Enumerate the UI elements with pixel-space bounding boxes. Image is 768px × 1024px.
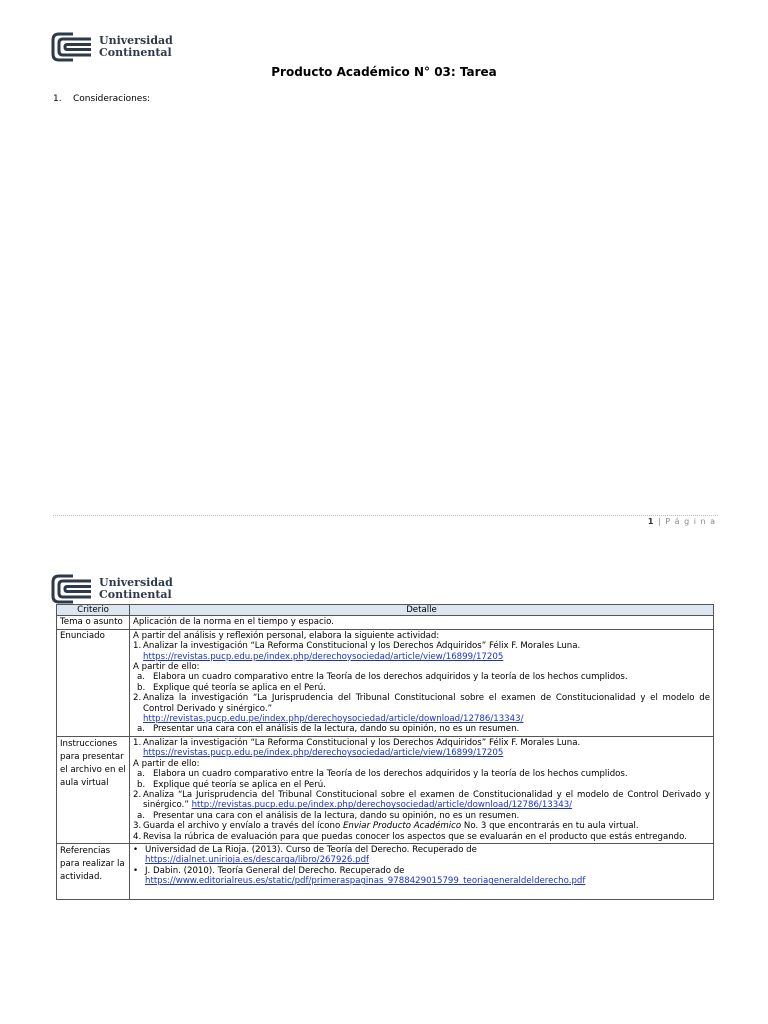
sub-item-text: Explique qué teoría se aplica en el Perú. (153, 682, 326, 693)
article-link[interactable]: https://revistas.pucp.edu.pe/index.php/derechoysociedad/article/view/16899/17205 (143, 748, 504, 759)
item-text: Analizar la investigación “La Reforma Constitucional y los Derechos Adquiridos” Félix F. Morales Luna. (143, 737, 581, 748)
item-text: Analizar la investigación “La Reforma Constitucional y los Derechos Adquiridos” Félix F. Morales Luna. (143, 641, 581, 652)
article-link[interactable]: https://revistas.pucp.edu.pe/index.php/derechoysociedad/article/view/16899/17205 (143, 651, 504, 662)
page-separator: | (658, 517, 662, 526)
item-text: No. 3 que encontrarás en tu aula virtual. (461, 821, 639, 832)
sub-item-text: Presentar una cara con el análisis de la lectura, dando su opinión, no es un resumen. (153, 724, 520, 735)
sub-item-letter: a. (137, 672, 145, 683)
document-title: Producto Académico N° 03: Tarea (271, 65, 497, 79)
section-heading (53, 94, 150, 104)
sub-item (133, 769, 710, 779)
item-number: 2. (133, 693, 142, 704)
reference-item (133, 845, 710, 866)
from-this-label: A partir de ello: (133, 662, 200, 673)
bullet-icon: • (133, 865, 139, 876)
column-header-criterio: Criterio (57, 605, 130, 616)
item-number: 4. (133, 831, 142, 842)
item-text: Analiza “La Jurisprudencia del Tribunal Constitucional sobre el examen de Constitucionalidad y el modelo de Control Derivado y sinérgico.” (143, 789, 710, 811)
sub-item-letter: b. (137, 682, 146, 693)
item-text: Guarda el archivo y envíalo a través del ícono (143, 821, 343, 832)
item-text: Revisa la rúbrica de evaluación para que puedas conocer los aspectos que se evaluarán en el producto que estás entregando. (143, 831, 687, 842)
sub-item-letter: b. (137, 779, 146, 790)
item-number: 3. (133, 821, 142, 832)
university-logo (51, 32, 173, 62)
row-detail-tema: Aplicación de la norma en el tiempo y espacio. (130, 616, 714, 629)
column-header-detalle: Detalle (130, 605, 714, 616)
section-number: 1. (53, 94, 62, 104)
sub-item-letter: a. (137, 810, 145, 821)
section-label: Consideraciones: (73, 94, 151, 104)
sub-item (133, 811, 710, 821)
item-text: Analiza la investigación “La Jurisprudencia del Tribunal Constitucional sobre el examen de Constitucionalidad y el modelo de Control Derivado y sinérgico.” (143, 693, 710, 714)
university-logo-mark-icon (51, 32, 95, 62)
row-detail-referencias (130, 843, 714, 899)
article-link[interactable]: http://revistas.pucp.edu.pe/index.php/derechoysociedad/article/download/12786/13343/ (143, 714, 524, 725)
row-label-tema: Tema o asunto (57, 616, 130, 629)
logo-line-2: Continental (99, 588, 172, 601)
sub-item-text: Presentar una cara con el análisis de la lectura, dando su opinión, no es un resumen. (153, 810, 520, 821)
list-item (133, 693, 710, 724)
sub-item-letter: a. (137, 724, 145, 735)
sub-item (133, 683, 710, 693)
item-number: 1. (133, 737, 142, 748)
enunciado-intro: A partir del análisis y reflexión personal, elabora la siguiente actividad: (133, 630, 440, 641)
from-this-label: A partir de ello: (133, 758, 200, 769)
university-logo-mark-icon (51, 574, 95, 604)
page-number: 1 (647, 517, 655, 526)
list-item (133, 738, 710, 759)
row-label-enunciado: Enunciado (57, 629, 130, 736)
table-header-row (57, 605, 714, 616)
bullet-icon: • (133, 844, 139, 855)
criteria-table (56, 604, 714, 900)
logo-line-2: Continental (99, 46, 172, 59)
logo-line-1: Universidad (99, 34, 173, 47)
sub-item-letter: a. (137, 769, 145, 780)
article-link[interactable]: http://revistas.pucp.edu.pe/index.php/derechoysociedad/article/download/12786/13343/ (191, 800, 573, 811)
reference-item (133, 866, 710, 887)
item-emphasis: Enviar Producto Académico (342, 821, 462, 832)
logo-line-1: Universidad (99, 576, 173, 589)
table-row-instrucciones (57, 736, 714, 843)
sub-item-text: Elabora un cuadro comparativo entre la Teoría de los derechos adquiridos y la teoría de los hechos cumplidos. (153, 672, 628, 683)
page-word: P á g i n a (665, 517, 716, 526)
table-row-tema (57, 616, 714, 629)
sub-item (133, 672, 710, 682)
list-item (133, 790, 710, 811)
reference-link[interactable]: https://dialnet.unirioja.es/descarga/libro/267926.pdf (145, 855, 370, 866)
list-item (133, 821, 710, 831)
reference-text: J. Dabin. (2010). Teoría General del Derecho. Recuperado de (145, 865, 405, 876)
footer-divider (53, 515, 718, 516)
item-number: 1. (133, 641, 142, 652)
table-row-referencias (57, 843, 714, 899)
row-label-referencias: Referencias para realizar la actividad. (57, 843, 130, 899)
sub-item-text: Explique qué teoría se aplica en el Perú. (153, 779, 326, 790)
page-break (0, 538, 768, 546)
sub-item (133, 780, 710, 790)
row-label-instrucciones: Instrucciones para presentar el archivo en el aula virtual (57, 736, 130, 843)
reference-text: Universidad de La Rioja. (2013). Curso de Teoría del Derecho. Recuperado de (145, 844, 477, 855)
sub-item-text: Elabora un cuadro comparativo entre la Teoría de los derechos adquiridos y la teoría de los hechos cumplidos. (153, 769, 628, 780)
row-detail-enunciado (130, 629, 714, 736)
list-item (133, 832, 710, 842)
list-item (133, 641, 710, 662)
university-logo-page2 (51, 574, 173, 604)
reference-link[interactable]: https://www.editorialreus.es/static/pdf/primeraspaginas_9788429015799_teoriageneraldelderecho.pdf (145, 876, 586, 887)
page-footer (648, 517, 716, 526)
cell-spacer (133, 887, 710, 898)
table-row-enunciado (57, 629, 714, 736)
sub-item (133, 724, 710, 734)
item-number: 2. (133, 789, 142, 800)
row-detail-instrucciones (130, 736, 714, 843)
